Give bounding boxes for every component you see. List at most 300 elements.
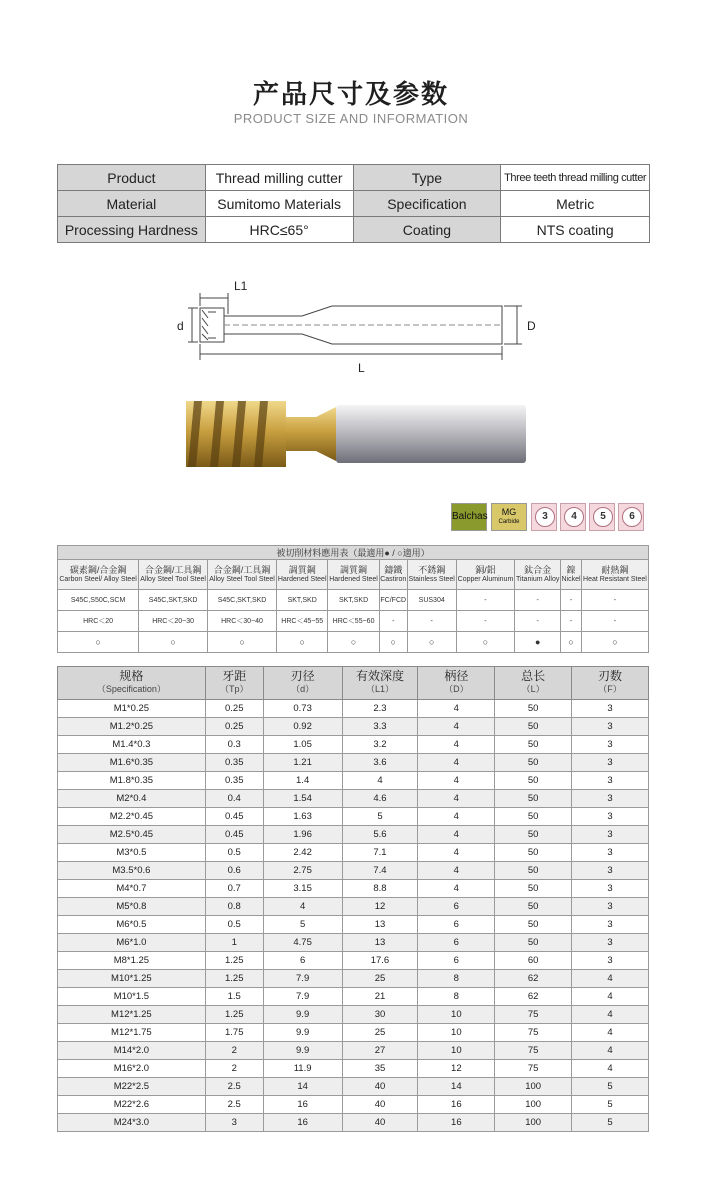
spec-cell: 2 xyxy=(205,1060,263,1078)
material-suitability-cell: ○ xyxy=(328,632,379,653)
spec-cell: 50 xyxy=(495,736,572,754)
spec-header-cell xyxy=(58,667,206,700)
spec-cell: 40 xyxy=(342,1096,418,1114)
material-suitability-cell: ○ xyxy=(581,632,648,653)
spec-cell: 2.5 xyxy=(205,1078,263,1096)
material-suitability-cell: ● xyxy=(515,632,561,653)
spec-cell: 75 xyxy=(495,1006,572,1024)
spec-cell: 7.1 xyxy=(342,844,418,862)
spec-cell: 3 xyxy=(572,934,649,952)
page-title: 产品尺寸及参数 xyxy=(252,80,449,110)
spec-cell: 4 xyxy=(418,700,495,718)
spec-cell: 17.6 xyxy=(342,952,418,970)
material-hrc-cell: HRC＜45~55 xyxy=(277,611,328,632)
material-hrc-cell: - xyxy=(379,611,407,632)
spec-header-en: （Tp） xyxy=(219,684,249,694)
spec-cell: 25 xyxy=(342,1024,418,1042)
spec-cell: 3 xyxy=(572,718,649,736)
spec-cell: 4 xyxy=(572,988,649,1006)
spec-cell: M12*1.25 xyxy=(58,1006,206,1024)
spec-cell: 1.25 xyxy=(205,952,263,970)
spec-cell: 4 xyxy=(418,736,495,754)
spec-cell: M1*0.25 xyxy=(58,700,206,718)
spec-cell: 75 xyxy=(495,1042,572,1060)
info-row xyxy=(58,217,650,243)
spec-cell: M24*3.0 xyxy=(58,1114,206,1132)
spec-cell: 40 xyxy=(342,1114,418,1132)
material-grades-row xyxy=(58,590,649,611)
material-name-cell xyxy=(328,560,379,590)
material-name-en: Titanium Alloy xyxy=(516,575,560,583)
spec-cell: 1.05 xyxy=(263,736,342,754)
dimension-drawing xyxy=(172,278,552,378)
spec-cell: 50 xyxy=(495,808,572,826)
material-suitability-cell: ○ xyxy=(379,632,407,653)
spec-cell: 50 xyxy=(495,790,572,808)
info-value: Three teeth thread milling cutter xyxy=(501,165,650,191)
spec-cell: 100 xyxy=(495,1078,572,1096)
material-name-cn: 調質鋼 xyxy=(340,564,368,575)
material-marks-row xyxy=(58,632,649,653)
spec-cell: 0.8 xyxy=(205,898,263,916)
spec-cell: 50 xyxy=(495,916,572,934)
spec-header-cn: 刃径 xyxy=(290,669,315,683)
spec-cell: M8*1.25 xyxy=(58,952,206,970)
material-hrc-cell: - xyxy=(515,611,561,632)
material-name-cn: 銅/鋁 xyxy=(475,564,496,575)
spec-header-en: （F） xyxy=(598,684,622,694)
material-hrc-cell: - xyxy=(561,611,582,632)
spec-cell: 5 xyxy=(342,808,418,826)
spec-cell: 1 xyxy=(205,934,263,952)
spec-cell: 10 xyxy=(418,1024,495,1042)
spec-cell: 0.92 xyxy=(263,718,342,736)
spec-cell: M1.8*0.35 xyxy=(58,772,206,790)
mg-label: MG xyxy=(501,507,517,517)
material-name-cn: 鑄鐵 xyxy=(384,564,403,575)
material-name-cn: 鈦合金 xyxy=(524,564,552,575)
info-row xyxy=(58,165,650,191)
spec-header-cn: 刃数 xyxy=(598,669,623,683)
spec-cell: 0.45 xyxy=(205,826,263,844)
spec-cell: 5 xyxy=(263,916,342,934)
spec-cell: 14 xyxy=(418,1078,495,1096)
spec-cell: 50 xyxy=(495,754,572,772)
spec-cell: 27 xyxy=(342,1042,418,1060)
spec-cell: 3 xyxy=(572,700,649,718)
spec-header-en: （L1） xyxy=(365,684,394,694)
spec-cell: 4.75 xyxy=(263,934,342,952)
info-label: Processing Hardness xyxy=(58,217,206,243)
spec-cell: 50 xyxy=(495,934,572,952)
material-grade-cell: S45C,SKT,SKD xyxy=(139,590,208,611)
spec-cell: 0.25 xyxy=(205,718,263,736)
spec-cell: 9.9 xyxy=(263,1042,342,1060)
material-grade-cell: - xyxy=(515,590,561,611)
material-name-cell xyxy=(277,560,328,590)
spec-row xyxy=(58,1042,649,1060)
spec-cell: 8 xyxy=(418,970,495,988)
spec-cell: 50 xyxy=(495,880,572,898)
spec-row xyxy=(58,1096,649,1114)
material-grade-cell: - xyxy=(581,590,648,611)
material-hrc-cell: - xyxy=(581,611,648,632)
material-name-en: Hardened Steel xyxy=(329,575,378,583)
spec-cell: M5*0.8 xyxy=(58,898,206,916)
spec-row xyxy=(58,880,649,898)
spec-cell: 6 xyxy=(263,952,342,970)
material-name-cn: 合金鋼/工具鋼 xyxy=(213,564,271,575)
spec-header-en: （D） xyxy=(444,684,469,694)
material-hrc-cell: HRC＜20~30 xyxy=(139,611,208,632)
material-hrc-cell: - xyxy=(407,611,456,632)
spec-row xyxy=(58,844,649,862)
spec-cell: 3 xyxy=(572,790,649,808)
spec-cell: 4 xyxy=(263,898,342,916)
spec-cell: 4 xyxy=(342,772,418,790)
spec-cell: 4 xyxy=(418,808,495,826)
material-name-cell xyxy=(515,560,561,590)
spec-cell: 1.96 xyxy=(263,826,342,844)
spec-cell: 0.5 xyxy=(205,916,263,934)
material-hrc-cell: HRC＜55~60 xyxy=(328,611,379,632)
spec-header-cell xyxy=(342,667,418,700)
spec-cell: M4*0.7 xyxy=(58,880,206,898)
spec-cell: 12 xyxy=(418,1060,495,1078)
spec-cell: 4 xyxy=(418,718,495,736)
spec-cell: 50 xyxy=(495,772,572,790)
flute-count: 3 xyxy=(535,507,555,527)
spec-cell: 1.54 xyxy=(263,790,342,808)
spec-row xyxy=(58,1078,649,1096)
spec-row xyxy=(58,1006,649,1024)
flute-4-badge xyxy=(560,503,586,531)
material-suitability-cell: ○ xyxy=(407,632,456,653)
spec-cell: 60 xyxy=(495,952,572,970)
spec-cell: 16 xyxy=(263,1096,342,1114)
material-name-cell xyxy=(208,560,277,590)
spec-row xyxy=(58,934,649,952)
spec-cell: 13 xyxy=(342,916,418,934)
spec-cell: 4 xyxy=(572,1024,649,1042)
material-name-cn: 碳素鋼/合金鋼 xyxy=(69,564,127,575)
spec-header-cell xyxy=(263,667,342,700)
material-name-en: Copper Aluminum xyxy=(457,575,514,583)
spec-row xyxy=(58,736,649,754)
spec-row xyxy=(58,898,649,916)
spec-cell: M12*1.75 xyxy=(58,1024,206,1042)
spec-cell: M1.6*0.35 xyxy=(58,754,206,772)
spec-cell: 2.42 xyxy=(263,844,342,862)
spec-cell: M10*1.5 xyxy=(58,988,206,1006)
product-info-table xyxy=(57,164,650,243)
material-name-en: Nickel xyxy=(561,575,581,583)
dim-label-L: L xyxy=(358,361,365,375)
spec-row xyxy=(58,772,649,790)
spec-cell: 1.4 xyxy=(263,772,342,790)
info-label: Type xyxy=(353,165,501,191)
material-name-en: Alloy Steel Tool Steel xyxy=(209,575,275,583)
info-value: HRC≤65° xyxy=(205,217,353,243)
material-name-en: Carbon Steel/ Alloy Steel xyxy=(59,575,137,583)
spec-cell: 3 xyxy=(572,916,649,934)
spec-cell: 5 xyxy=(572,1114,649,1132)
spec-row xyxy=(58,1060,649,1078)
spec-cell: 3 xyxy=(572,808,649,826)
spec-cell: 1.63 xyxy=(263,808,342,826)
material-name-cn: 不銹鋼 xyxy=(418,564,446,575)
spec-cell: M10*1.25 xyxy=(58,970,206,988)
material-grade-cell: - xyxy=(561,590,582,611)
spec-cell: 40 xyxy=(342,1078,418,1096)
spec-cell: 4 xyxy=(572,1060,649,1078)
spec-cell: 3 xyxy=(205,1114,263,1132)
spec-cell: M3*0.5 xyxy=(58,844,206,862)
material-name-cell xyxy=(561,560,582,590)
spec-cell: 3 xyxy=(572,754,649,772)
material-name-en: Stainless Steel xyxy=(408,575,455,583)
spec-cell: 1.5 xyxy=(205,988,263,1006)
spec-row xyxy=(58,826,649,844)
spec-cell: 3.3 xyxy=(342,718,418,736)
spec-cell: 30 xyxy=(342,1006,418,1024)
material-suitability-cell: ○ xyxy=(456,632,515,653)
spec-cell: 5 xyxy=(572,1078,649,1096)
spec-header-cell xyxy=(495,667,572,700)
spec-cell: 1.25 xyxy=(205,970,263,988)
mg-carbide-badge xyxy=(491,503,527,531)
spec-cell: 5 xyxy=(572,1096,649,1114)
spec-cell: 2.5 xyxy=(205,1096,263,1114)
material-name-cell xyxy=(407,560,456,590)
spec-cell: 62 xyxy=(495,988,572,1006)
spec-cell: 6 xyxy=(418,898,495,916)
material-hrc-cell: HRC＜20 xyxy=(58,611,139,632)
cutter-photo xyxy=(186,393,526,473)
material-grade-cell: FC/FCD xyxy=(379,590,407,611)
spec-cell: 4 xyxy=(572,970,649,988)
info-value: NTS coating xyxy=(501,217,650,243)
spec-cell: 50 xyxy=(495,898,572,916)
spec-cell: 3.2 xyxy=(342,736,418,754)
spec-row xyxy=(58,1024,649,1042)
spec-cell: 0.3 xyxy=(205,736,263,754)
spec-cell: M3.5*0.6 xyxy=(58,862,206,880)
material-name-cell xyxy=(379,560,407,590)
spec-cell: M16*2.0 xyxy=(58,1060,206,1078)
spec-cell: 9.9 xyxy=(263,1006,342,1024)
material-name-en: Alloy Steel Tool Steel xyxy=(140,575,206,583)
specification-table xyxy=(57,666,649,1132)
spec-cell: 7.9 xyxy=(263,988,342,1006)
material-name-cn: 調質鋼 xyxy=(288,564,316,575)
spec-header-cn: 规格 xyxy=(119,669,144,683)
spec-cell: 4.6 xyxy=(342,790,418,808)
spec-cell: 4 xyxy=(418,826,495,844)
info-row xyxy=(58,191,650,217)
spec-cell: 3.15 xyxy=(263,880,342,898)
spec-cell: 16 xyxy=(263,1114,342,1132)
spec-cell: 7.4 xyxy=(342,862,418,880)
spec-cell: M2.2*0.45 xyxy=(58,808,206,826)
mg-sub-label: Carbide xyxy=(498,519,520,525)
spec-cell: 3 xyxy=(572,952,649,970)
spec-cell: 7.9 xyxy=(263,970,342,988)
spec-cell: 3 xyxy=(572,880,649,898)
info-label: Coating xyxy=(353,217,501,243)
spec-cell: 0.73 xyxy=(263,700,342,718)
material-hrc-cell: HRC＜30~40 xyxy=(208,611,277,632)
spec-cell: 3 xyxy=(572,862,649,880)
spec-row xyxy=(58,718,649,736)
spec-cell: 3 xyxy=(572,736,649,754)
spec-cell: 16 xyxy=(418,1096,495,1114)
spec-cell: 4 xyxy=(572,1006,649,1024)
spec-cell: 25 xyxy=(342,970,418,988)
spec-cell: 8.8 xyxy=(342,880,418,898)
info-value: Sumitomo Materials xyxy=(205,191,353,217)
spec-cell: 2 xyxy=(205,1042,263,1060)
flute-6-badge xyxy=(618,503,644,531)
material-suitability-cell: ○ xyxy=(58,632,139,653)
spec-cell: 6 xyxy=(418,952,495,970)
spec-cell: 0.7 xyxy=(205,880,263,898)
spec-cell: 3.6 xyxy=(342,754,418,772)
material-name-cell xyxy=(58,560,139,590)
material-table xyxy=(57,545,649,653)
spec-cell: M22*2.5 xyxy=(58,1078,206,1096)
material-suitability-cell: ○ xyxy=(561,632,582,653)
spec-cell: 6 xyxy=(418,934,495,952)
spec-cell: M14*2.0 xyxy=(58,1042,206,1060)
spec-cell: 4 xyxy=(418,844,495,862)
info-label: Product xyxy=(58,165,206,191)
flute-3-badge xyxy=(531,503,557,531)
spec-cell: 0.5 xyxy=(205,844,263,862)
info-value: Thread milling cutter xyxy=(205,165,353,191)
flute-5-badge xyxy=(589,503,615,531)
info-label: Specification xyxy=(353,191,501,217)
spec-cell: 0.35 xyxy=(205,772,263,790)
spec-header-cell xyxy=(205,667,263,700)
info-label: Material xyxy=(58,191,206,217)
material-grade-cell: S45C,S50C,SCM xyxy=(58,590,139,611)
material-grade-cell: SKT,SKD xyxy=(328,590,379,611)
spec-cell: 50 xyxy=(495,826,572,844)
spec-cell: M2*0.4 xyxy=(58,790,206,808)
spec-cell: 4 xyxy=(418,772,495,790)
spec-cell: 4 xyxy=(418,754,495,772)
spec-cell: 50 xyxy=(495,700,572,718)
spec-header-cn: 有效深度 xyxy=(355,669,404,683)
spec-cell: 10 xyxy=(418,1006,495,1024)
spec-cell: 6 xyxy=(418,916,495,934)
spec-cell: 4 xyxy=(418,880,495,898)
spec-header-en: （Specification） xyxy=(96,684,166,694)
spec-cell: 50 xyxy=(495,862,572,880)
spec-cell: 2.75 xyxy=(263,862,342,880)
spec-cell: 3 xyxy=(572,844,649,862)
material-name-cn: 合金鋼/工具鋼 xyxy=(144,564,202,575)
spec-cell: 100 xyxy=(495,1096,572,1114)
material-suitability-cell: ○ xyxy=(139,632,208,653)
page-subtitle: PRODUCT SIZE AND INFORMATION xyxy=(233,111,469,126)
spec-cell: 9.9 xyxy=(263,1024,342,1042)
spec-cell: M22*2.6 xyxy=(58,1096,206,1114)
spec-cell: 8 xyxy=(418,988,495,1006)
spec-row xyxy=(58,952,649,970)
spec-row xyxy=(58,970,649,988)
material-name-cn: 鎳 xyxy=(566,564,576,575)
spec-cell: 50 xyxy=(495,844,572,862)
flute-count: 4 xyxy=(564,507,584,527)
balchas-badge: Balchas xyxy=(451,503,487,531)
spec-row xyxy=(58,1114,649,1132)
material-suitability-cell: ○ xyxy=(277,632,328,653)
spec-cell: 0.4 xyxy=(205,790,263,808)
spec-cell: 62 xyxy=(495,970,572,988)
material-hrc-cell: - xyxy=(456,611,515,632)
spec-cell: 0.6 xyxy=(205,862,263,880)
spec-cell: 1.25 xyxy=(205,1006,263,1024)
spec-header-en: （L） xyxy=(521,684,545,694)
spec-cell: 50 xyxy=(495,718,572,736)
material-name-cell xyxy=(139,560,208,590)
spec-header-cell xyxy=(572,667,649,700)
spec-header-cell xyxy=(418,667,495,700)
material-hrc-row xyxy=(58,611,649,632)
spec-cell: 10 xyxy=(418,1042,495,1060)
material-name-en: Castiron xyxy=(380,575,407,583)
spec-header-en: （d） xyxy=(291,684,315,694)
spec-cell: 0.25 xyxy=(205,700,263,718)
spec-row xyxy=(58,808,649,826)
spec-header-cn: 牙距 xyxy=(222,669,247,683)
material-grade-cell: SKT,SKD xyxy=(277,590,328,611)
dim-label-D: D xyxy=(527,319,536,333)
spec-cell: 21 xyxy=(342,988,418,1006)
spec-row xyxy=(58,700,649,718)
spec-cell: 75 xyxy=(495,1060,572,1078)
material-name-cn: 耐熱鋼 xyxy=(601,564,629,575)
spec-cell: 3 xyxy=(572,826,649,844)
spec-row xyxy=(58,754,649,772)
spec-cell: 5.6 xyxy=(342,826,418,844)
flute-count: 5 xyxy=(593,507,613,527)
spec-cell: 0.35 xyxy=(205,754,263,772)
spec-cell: 12 xyxy=(342,898,418,916)
spec-cell: 16 xyxy=(418,1114,495,1132)
spec-cell: 100 xyxy=(495,1114,572,1132)
spec-cell: M1.4*0.3 xyxy=(58,736,206,754)
material-name-cell xyxy=(456,560,515,590)
info-value: Metric xyxy=(501,191,650,217)
spec-cell: 3 xyxy=(572,898,649,916)
dim-label-l1: L1 xyxy=(234,279,248,293)
material-suitability-cell: ○ xyxy=(208,632,277,653)
material-name-en: Heat Resistant Steel xyxy=(583,575,647,583)
spec-cell: 11.9 xyxy=(263,1060,342,1078)
spec-cell: 1.21 xyxy=(263,754,342,772)
spec-cell: 3 xyxy=(572,772,649,790)
spec-cell: M1.2*0.25 xyxy=(58,718,206,736)
spec-row xyxy=(58,916,649,934)
spec-cell: M2.5*0.45 xyxy=(58,826,206,844)
spec-row xyxy=(58,790,649,808)
spec-row xyxy=(58,988,649,1006)
spec-header-cn: 柄径 xyxy=(444,669,469,683)
spec-cell: 75 xyxy=(495,1024,572,1042)
